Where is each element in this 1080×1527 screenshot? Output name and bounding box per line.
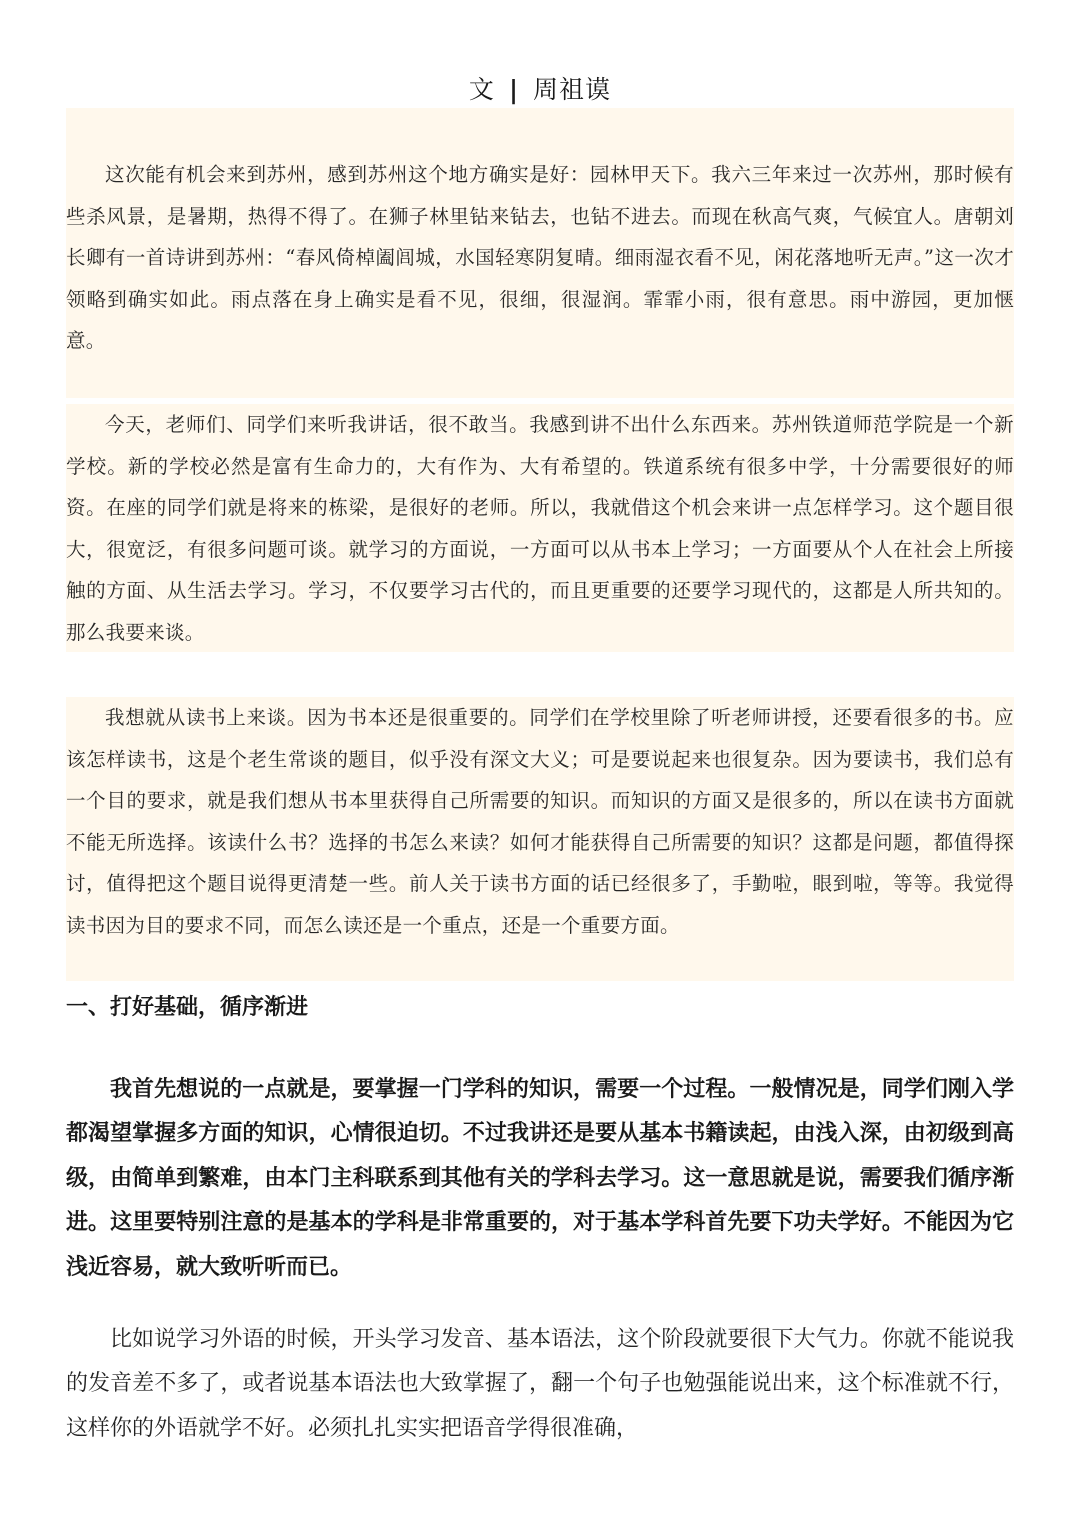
section-heading: 一、打好基础，循序渐进 [66,995,309,1020]
intro-paragraph-2: 今天，老师们、同学们来听我讲话，很不敢当。我感到讲不出什么东西来。苏州铁道师范学院是一个新学校。新的学校必然是富有生命力的，大有作为、大有希望的。铁道系统有很多中学，十分需要很好的师资。在座的同学们就是将来的栋梁，是很好的老师。所以，我就借这个机会来讲一点怎样学习。这个题目很大，很宽泛，有很多问题可谈。就学习的方面说，一方面可以从书本上学习；一方面要从个人在社会上所接触的方面、从生活去学习。学习，不仅要学习古代的，而且更重要的还要学习现代的，这都是人所共知的。那么我要来谈。 [66,413,1014,644]
intro-quote-block-3 [66,697,1014,981]
intro-paragraph-3: 我想就从读书上来谈。因为书本还是很重要的。同学们在学校里除了听老师讲授，还要看很多的书。应该怎样读书，这是个老生常谈的题目，似乎没有深文大义；可是要说起来也很复杂。因为要读书，我们总有一个目的要求，就是我们想从书本里获得自己所需要的知识。而知识的方面又是很多的，所以在读书方面就不能无所选择。该读什么书？选择的书怎么来读？如何才能获得自己所需要的知识？这都是问题，都值得探讨，值得把这个题目说得更清楚一些。前人关于读书方面的话已经很多了，手勤啦，眼到啦，等等。我觉得读书因为目的要求不同，而怎么读还是一个重点，还是一个重要方面。 [66,706,1014,937]
intro-paragraph-1: 这次能有机会来到苏州，感到苏州这个地方确实是好：园林甲天下。我六三年来过一次苏州，那时候有些杀风景，是暑期，热得不得了。在狮子林里钻来钻去，也钻不进去。而现在秋高气爽，气候宜人。唐朝刘长卿有一首诗讲到苏州：“春风倚棹阖闾城，水国轻寒阴复晴。细雨湿衣看不见，闲花落地听无声。”这一次才领略到确实如此。雨点落在身上确实是看不见，很细，很湿润。霏霏小雨，很有意思。雨中游园，更加惬意。 [66,163,1014,353]
body-paragraph-bold: 我首先想说的一点就是，要掌握一门学科的知识，需要一个过程。一般情况是，同学们刚入学都渴望掌握多方面的知识，心情很迫切。不过我讲还是要从基本书籍读起，由浅入深，由初级到高级，由简单到繁难，由本门主科联系到其他有关的学科去学习。这一意思就是说，需要我们循序渐进。这里要特别注意的是基本的学科是非常重要的，对于基本学科首先要下功夫学好。不能因为它浅近容易，就大致听听而已。 [66,1077,1014,1280]
byline-author: 周祖谟 [533,75,612,104]
byline-separator: | [508,75,520,104]
byline-prefix: 文 [468,75,495,104]
body-paragraph: 比如说学习外语的时候，开头学习发音、基本语法，这个阶段就要很下大气力。你就不能说我的发音差不多了，或者说基本语法也大致掌握了，翻一个句子也勉强能说出来，这个标准就不行，这样你的外语就学不好。必须扎扎实实把语音学得很准确， [66,1327,1014,1441]
byline [0,72,1080,108]
intro-quote-block-1 [66,108,1014,398]
intro-quote-block-2 [66,404,1014,652]
